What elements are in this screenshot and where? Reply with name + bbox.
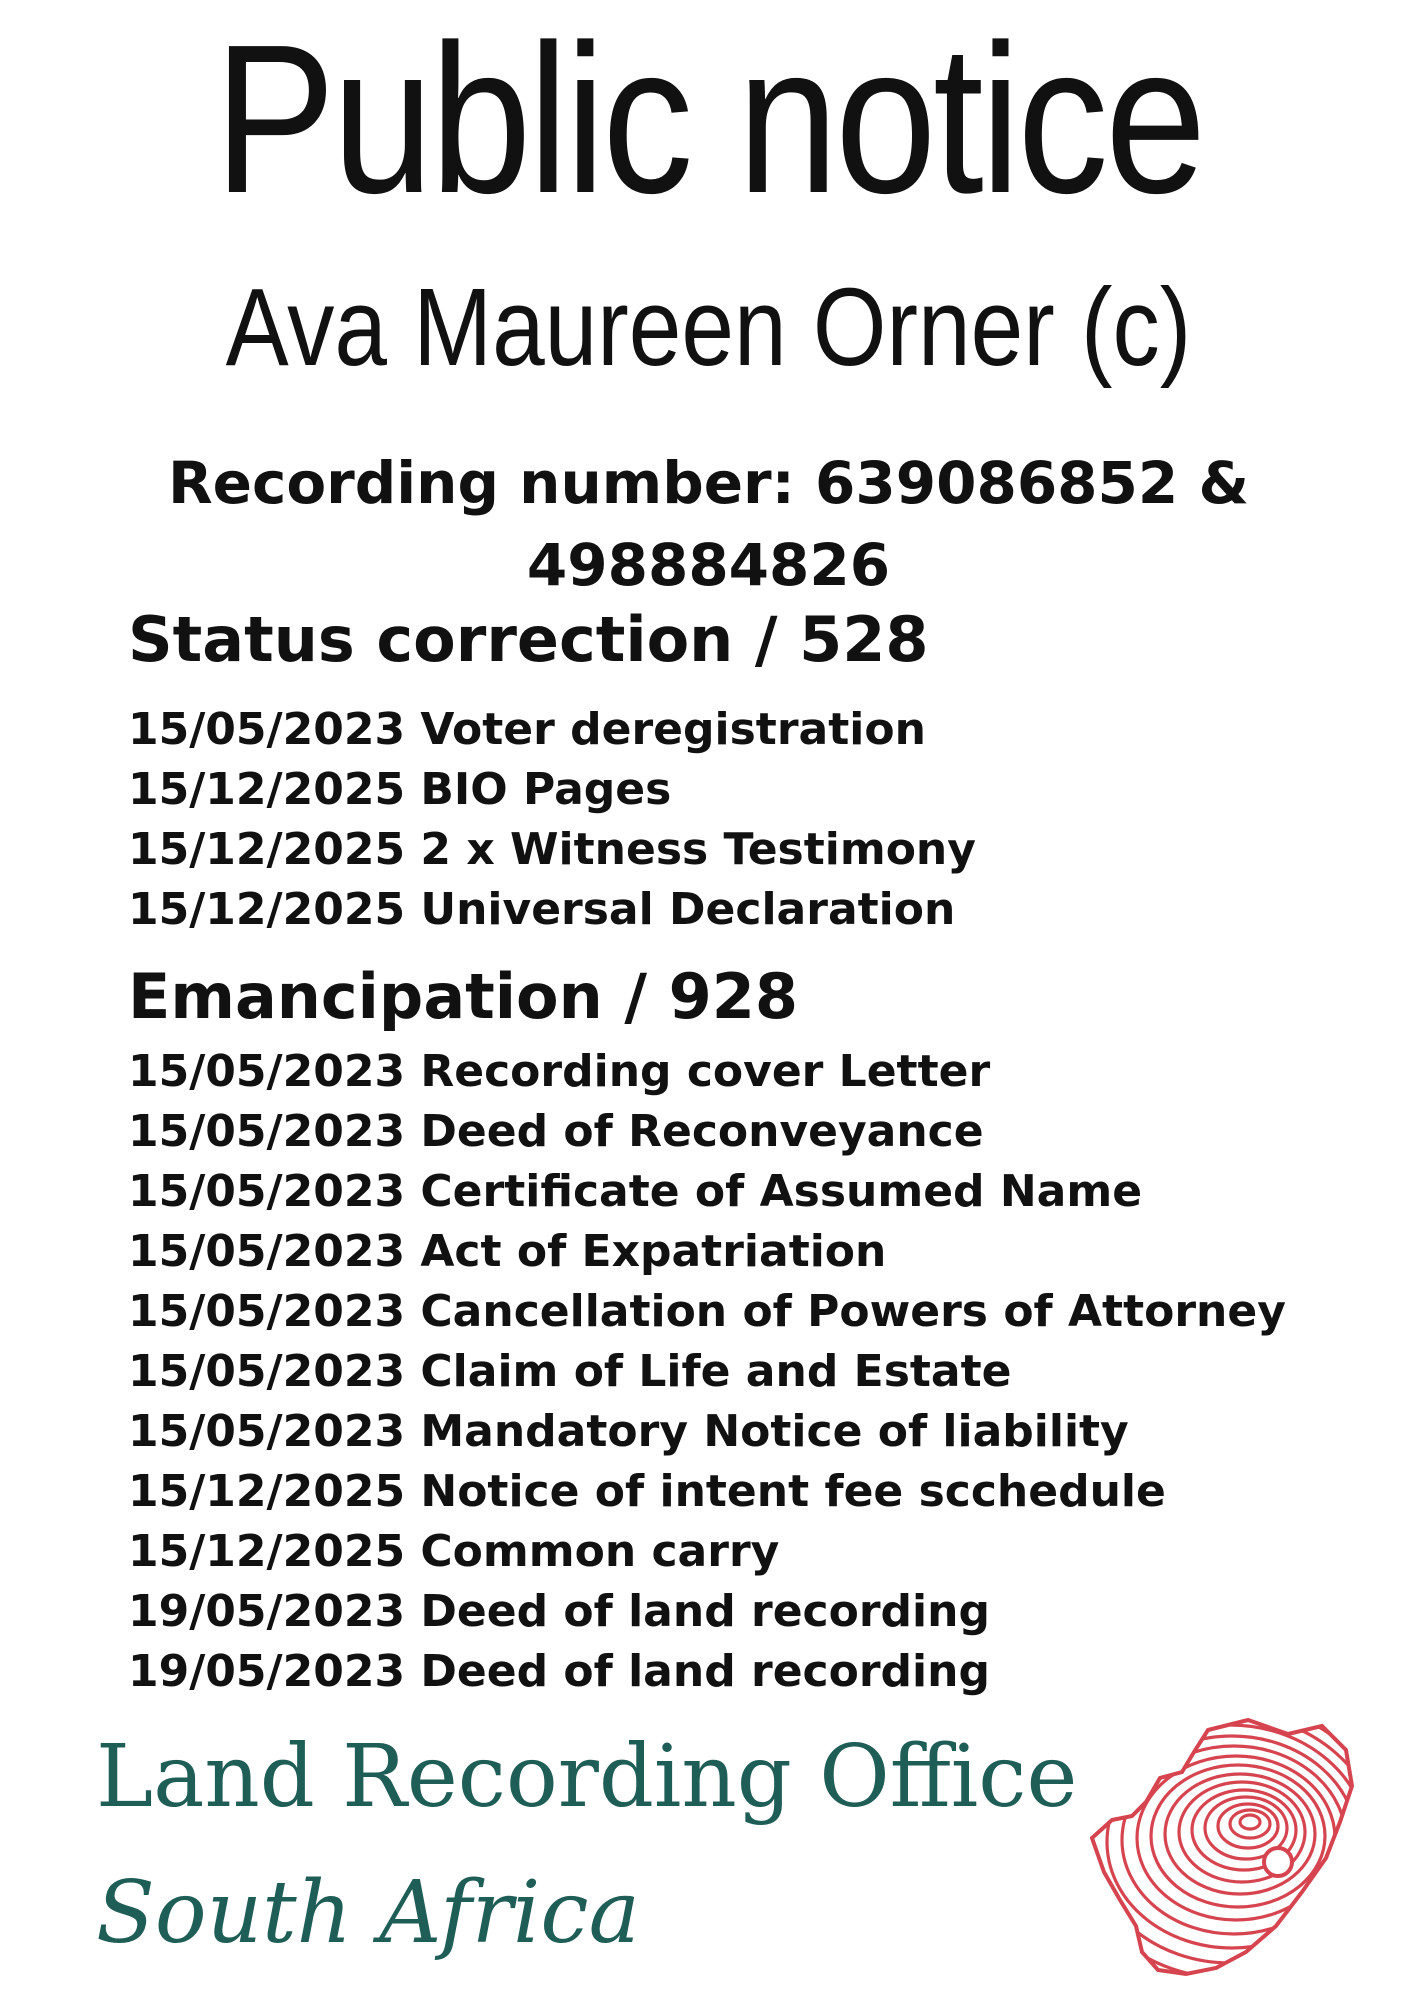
list-item: 15/05/2023 Voter deregistration bbox=[128, 704, 926, 755]
notice-name: Ava Maureen Orner (c) bbox=[225, 266, 1192, 389]
list-item: 15/12/2025 2 x Witness Testimony bbox=[128, 824, 976, 875]
section-heading-emancipation: Emancipation / 928 bbox=[128, 960, 799, 1033]
office-country: South Africa bbox=[96, 1863, 640, 1963]
office-name: Land Recording Office bbox=[96, 1727, 1078, 1827]
list-item: 15/12/2025 Common carry bbox=[128, 1526, 780, 1577]
list-item: 15/05/2023 Mandatory Notice of liability bbox=[128, 1406, 1129, 1457]
emancipation-list bbox=[128, 1042, 1286, 1702]
list-item: 15/05/2023 Recording cover Letter bbox=[128, 1046, 991, 1097]
list-item: 19/05/2023 Deed of land recording bbox=[128, 1646, 990, 1697]
list-item: 15/05/2023 Deed of Reconveyance bbox=[128, 1106, 984, 1157]
notice-title: Public notice bbox=[213, 0, 1204, 237]
section-heading-status-correction: Status correction / 528 bbox=[128, 603, 929, 676]
list-item: 15/12/2025 BIO Pages bbox=[128, 764, 672, 815]
recording-number-line-2: 498884826 bbox=[526, 531, 891, 599]
list-item: 15/12/2025 Universal Declaration bbox=[128, 884, 956, 935]
list-item: 19/05/2023 Deed of land recording bbox=[128, 1586, 990, 1637]
list-item: 15/05/2023 Act of Expatriation bbox=[128, 1226, 887, 1277]
south-africa-map-fingerprint-icon bbox=[1090, 1712, 1360, 1982]
list-item: 15/05/2023 Cancellation of Powers of Attorney bbox=[128, 1286, 1286, 1337]
recording-number-line-1: Recording number: 639086852 & bbox=[167, 449, 1250, 517]
list-item: 15/05/2023 Claim of Life and Estate bbox=[128, 1346, 1012, 1397]
recording-number bbox=[0, 442, 1417, 606]
list-item: 15/12/2025 Notice of intent fee scchedule bbox=[128, 1466, 1166, 1517]
status-correction-list bbox=[128, 700, 976, 940]
list-item: 15/05/2023 Certificate of Assumed Name bbox=[128, 1166, 1143, 1217]
